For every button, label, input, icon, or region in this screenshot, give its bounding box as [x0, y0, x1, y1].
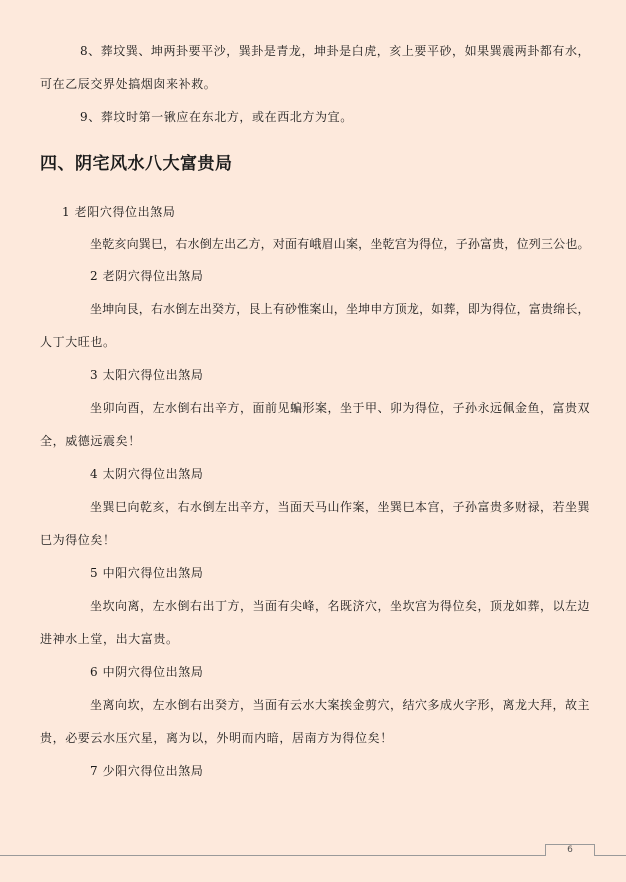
footer-rule [0, 855, 626, 856]
item-body-line: 全，威德远震矣！ [40, 434, 141, 448]
item-heading: 1 老阳穴得位出煞局 [62, 205, 176, 219]
item-body-line: 坐 乾 亥 向 巽 巳 ， 右 水 倒 左 出 乙 方 ， 对 面 有 峨 眉 山 案 ， 坐 乾 宫 为 得 位 ， 子 孙 富 贵 ， 位 列 三 公 也 。 [90, 237, 590, 251]
item-body-line: 坐 离 向 坎 ， 左 水 倒 右 出 癸 方 ， 当 面 有 云 水 大 案 挨 金 剪 穴 ， 结 穴 多 成 火 字 形 ， 离 龙 大 拜 ， 故 主 [90, 698, 590, 712]
paragraph-8-line-1: 8 、 葬 坟 巽 、 坤 两 卦 要 平 沙 ， 巽 卦 是 青 龙 ， 坤 卦 是 白 虎 ， 亥 上 要 平 砂 ， 如 果 巽 震 两 卦 都 有 水 ， [80, 44, 590, 58]
item-body-line: 巳为得位矣！ [40, 533, 116, 547]
paragraph-9: 9、葬坟时第一锹应在东北方，或在西北方为宜。 [80, 110, 353, 124]
item-heading: 6 中阴穴得位出煞局 [90, 665, 204, 679]
item-body-line: 坐 巽 巳 向 乾 亥 ， 右 水 倒 左 出 辛 方 ， 当 面 天 马 山 作 案 ， 坐 巽 巳 本 宫 ， 子 孙 富 贵 多 财 禄 ， 若 坐 巽 [90, 500, 590, 514]
item-body-line: 坐 卯 向 酉 ， 左 水 倒 右 出 辛 方 ， 面 前 见 蝙 形 案 ， 坐 于 甲 、 卯 为 得 位 ， 子 孙 永 远 佩 金 鱼 ， 富 贵 双 [90, 401, 590, 415]
section-title: 四、阴宅风水八大富贵局 [40, 154, 233, 174]
item-heading: 7 少阳穴得位出煞局 [90, 764, 204, 778]
item-heading: 5 中阳穴得位出煞局 [90, 566, 204, 580]
item-heading: 3 太阳穴得位出煞局 [90, 368, 204, 382]
item-body-line: 坐 坤 向 艮 ， 右 水 倒 左 出 癸 方 ， 艮 上 有 砂 惟 案 山 ， 坐 坤 申 方 顶 龙 ， 如 葬 ， 即 为 得 位 ， 富 贵 绵 长 ， [90, 302, 590, 316]
item-body-line: 进神水上堂，出大富贵。 [40, 632, 179, 646]
page-number: 6 [545, 844, 595, 856]
item-heading: 2 老阴穴得位出煞局 [90, 269, 204, 283]
item-body-line: 人丁大旺也。 [40, 335, 116, 349]
item-body-line: 贵，必要云水压穴星，离为以，外明而内暗，居南方为得位矣！ [40, 731, 393, 745]
item-heading: 4 太阴穴得位出煞局 [90, 467, 204, 481]
paragraph-8-line-2: 可在乙辰交界处搞烟囱来补救。 [40, 77, 217, 91]
item-body-line: 坐 坎 向 离 ， 左 水 倒 右 出 丁 方 ， 当 面 有 尖 峰 ， 名 既 济 穴 ， 坐 坎 宫 为 得 位 矣 ， 顶 龙 如 葬 ， 以 左 边 [90, 599, 590, 613]
